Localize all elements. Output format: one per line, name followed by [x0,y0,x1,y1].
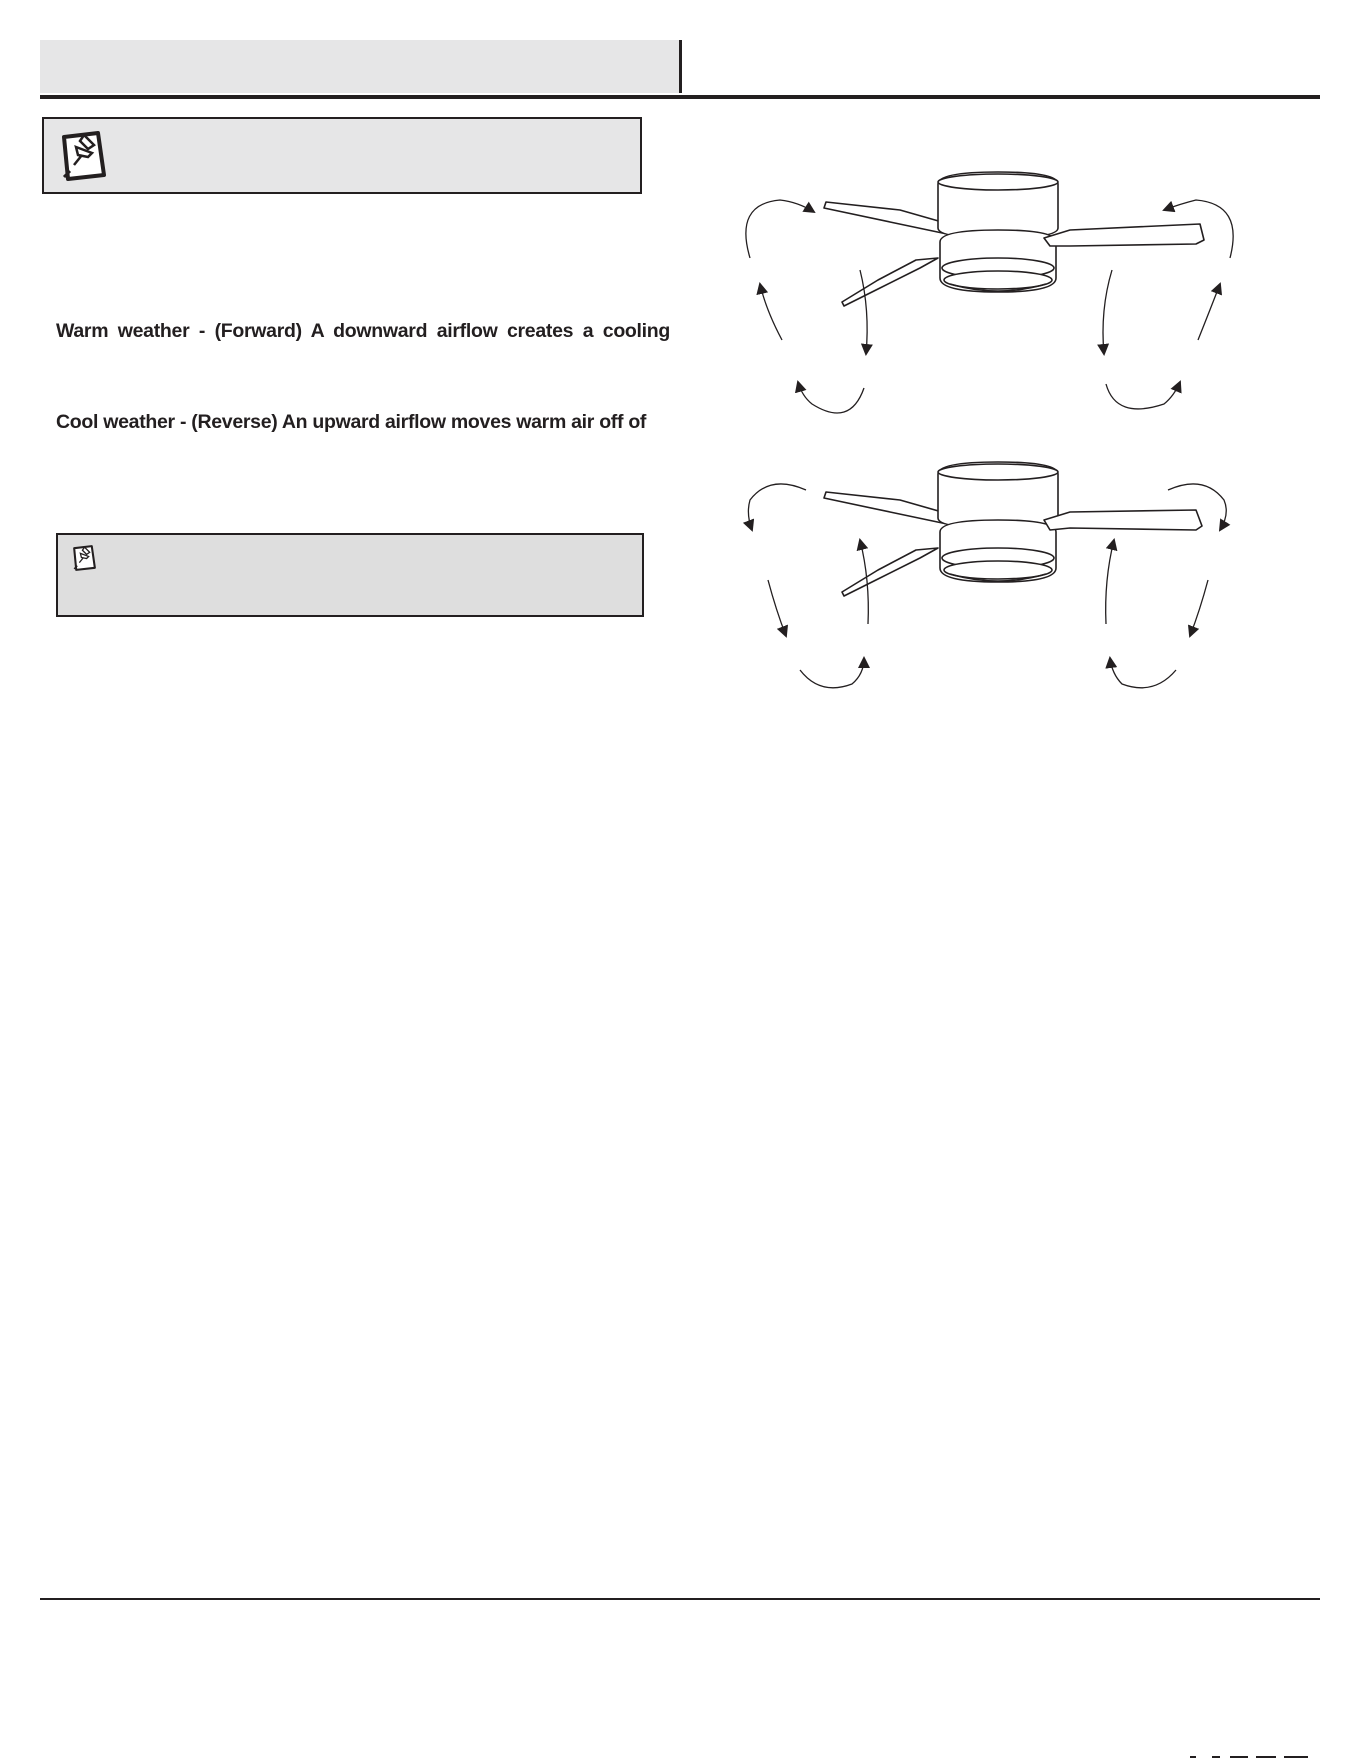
fan-airflow-diagram [740,160,1240,700]
header-bar [40,40,680,93]
header-rule [40,95,1320,99]
note-pushpin-icon [54,127,112,185]
page-edge-marks [1190,1756,1320,1758]
note-pushpin-icon [69,542,99,574]
note-box-1 [42,117,642,194]
paragraph-cool-weather: Cool weather - (Reverse) An upward airflow moves warm air off of [56,411,647,433]
note-box-2 [56,533,644,617]
fan-reverse-illustration [824,462,1202,596]
header-divider [679,40,682,93]
fan-forward-illustration [824,172,1204,306]
footer-rule [40,1598,1320,1600]
paragraph-warm-weather: Warm weather - (Forward) A downward airflow creates a cooling [56,320,670,342]
